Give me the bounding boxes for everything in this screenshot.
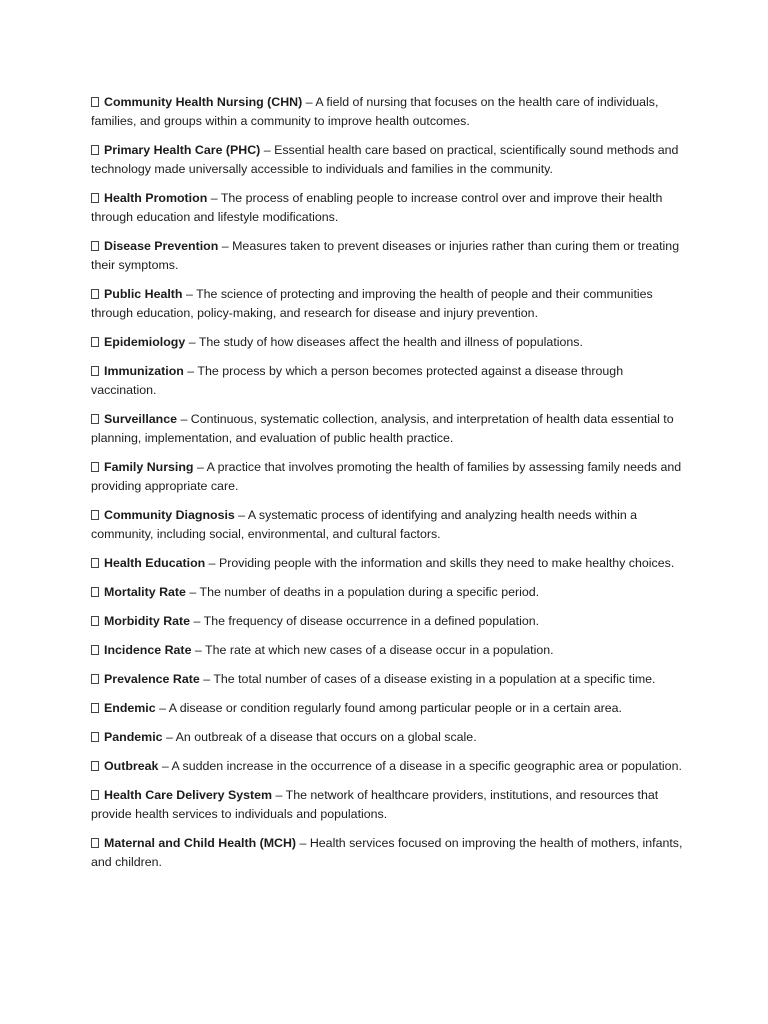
glossary-definition: A disease or condition regularly found among particular people or in a certain area. xyxy=(168,701,622,715)
glossary-definition: The frequency of disease occurrence in a defined population. xyxy=(203,614,540,628)
bullet-box-icon xyxy=(91,193,99,203)
glossary-definition: Measures taken to prevent diseases or injuries rather than curing them or treating their symptoms. xyxy=(91,239,680,272)
glossary-term: Primary Health Care (PHC) xyxy=(104,143,261,157)
glossary-term: Disease Prevention xyxy=(104,239,219,253)
glossary-definition: The science of protecting and improving the health of people and their communities through education, policy-making, and research for disease and injury prevention. xyxy=(91,287,653,320)
bullet-box-icon xyxy=(91,366,99,376)
glossary-term: Outbreak xyxy=(104,759,159,773)
bullet-box-icon xyxy=(91,414,99,424)
glossary-entry: Community Health Nursing (CHN) – A field of nursing that focuses on the health care of individuals, families, and groups within a community to improve health outcomes. xyxy=(91,95,659,128)
glossary-entry: Outbreak – A sudden increase in the occurrence of a disease in a specific geographic area or population. xyxy=(91,757,683,776)
glossary-term: Surveillance xyxy=(104,412,178,426)
glossary-term: Endemic xyxy=(104,701,156,715)
glossary-entry: Morbidity Rate – The frequency of disease occurrence in a defined population. xyxy=(91,612,683,631)
glossary-definition: Providing people with the information and skills they need to make healthy choices. xyxy=(218,556,675,570)
glossary-term: Morbidity Rate xyxy=(104,614,191,628)
bullet-box-icon xyxy=(91,510,99,520)
glossary-term: Public Health xyxy=(104,287,183,301)
bullet-box-icon xyxy=(91,587,99,597)
bullet-box-icon xyxy=(91,732,99,742)
glossary-entry: Immunization – The process by which a person becomes protected against a disease through vaccination. xyxy=(91,364,624,397)
glossary-definition: The process by which a person becomes protected against a disease through vaccination. xyxy=(91,364,624,397)
bullet-box-icon xyxy=(91,838,99,848)
glossary-definition: A field of nursing that focuses on the health care of individuals, families, and groups within a community to improve health outcomes. xyxy=(91,95,659,128)
glossary-term: Health Care Delivery System xyxy=(104,788,273,802)
glossary-entry: Health Promotion – The process of enabling people to increase control over and improve their health through education and lifestyle modifications. xyxy=(91,191,663,224)
glossary-term: Epidemiology xyxy=(104,335,186,349)
bullet-box-icon xyxy=(91,241,99,251)
glossary-term: Community Diagnosis xyxy=(104,508,235,522)
glossary-definition: The network of healthcare providers, institutions, and resources that provide health services to individuals and populations. xyxy=(91,788,659,821)
bullet-box-icon xyxy=(91,462,99,472)
glossary-entry: Epidemiology – The study of how diseases affect the health and illness of populations. xyxy=(91,333,683,352)
glossary-definition: The rate at which new cases of a disease occur in a population. xyxy=(205,643,554,657)
glossary-entry: Mortality Rate – The number of deaths in a population during a specific period. xyxy=(91,583,683,602)
glossary-definition: Continuous, systematic collection, analysis, and interpretation of health data essential to planning, implementation, and evaluation of public health practice. xyxy=(91,412,674,445)
glossary-entry: Community Diagnosis – A systematic process of identifying and analyzing health needs within a community, including social, environmental, and cultural factors. xyxy=(91,508,638,541)
glossary-entry: Primary Health Care (PHC) – Essential health care based on practical, scientifically sound methods and technology made universally accessible to individuals and families in the community. xyxy=(91,143,679,176)
bullet-box-icon xyxy=(91,645,99,655)
glossary-definition: A sudden increase in the occurrence of a disease in a specific geographic area or population. xyxy=(171,759,682,773)
glossary-definition: The process of enabling people to increase control over and improve their health through education and lifestyle modifications. xyxy=(91,191,663,224)
glossary-term: Community Health Nursing (CHN) xyxy=(104,95,303,109)
glossary-entry: Disease Prevention – Measures taken to prevent diseases or injuries rather than curing them or treating their symptoms. xyxy=(91,239,680,272)
glossary-entry: Prevalence Rate – The total number of cases of a disease existing in a population at a specific time. xyxy=(91,670,683,689)
bullet-box-icon xyxy=(91,790,99,800)
bullet-box-icon xyxy=(91,289,99,299)
glossary-definition: The study of how diseases affect the health and illness of populations. xyxy=(198,335,583,349)
bullet-box-icon xyxy=(91,761,99,771)
glossary-entry: Health Care Delivery System – The network of healthcare providers, institutions, and resources that provide health services to individuals and populations. xyxy=(91,788,659,821)
glossary-entry: Health Education – Providing people with the information and skills they need to make healthy choices. xyxy=(91,554,683,573)
glossary-entry: Pandemic – An outbreak of a disease that occurs on a global scale. xyxy=(91,728,683,747)
glossary-term: Maternal and Child Health (MCH) xyxy=(104,836,297,850)
glossary-entry: Endemic – A disease or condition regularly found among particular people or in a certain area. xyxy=(91,699,683,718)
glossary-term: Immunization xyxy=(104,364,184,378)
bullet-box-icon xyxy=(91,616,99,626)
bullet-box-icon xyxy=(91,703,99,713)
glossary-term: Health Education xyxy=(104,556,206,570)
glossary-term: Incidence Rate xyxy=(104,643,192,657)
glossary-term: Health Promotion xyxy=(104,191,208,205)
bullet-box-icon xyxy=(91,337,99,347)
bullet-box-icon xyxy=(91,558,99,568)
glossary-entry: Maternal and Child Health (MCH) – Health services focused on improving the health of mothers, infants, and children. xyxy=(91,836,683,869)
glossary-list xyxy=(91,93,683,882)
bullet-box-icon xyxy=(91,97,99,107)
glossary-entry: Surveillance – Continuous, systematic collection, analysis, and interpretation of health data essential to planning, implementation, and evaluation of public health practice. xyxy=(91,412,674,445)
glossary-entry: Incidence Rate – The rate at which new cases of a disease occur in a population. xyxy=(91,641,683,660)
glossary-term: Pandemic xyxy=(104,730,163,744)
glossary-entry: Family Nursing – A practice that involves promoting the health of families by assessing family needs and providing appropriate care. xyxy=(91,460,682,493)
glossary-term: Prevalence Rate xyxy=(104,672,200,686)
glossary-definition: A practice that involves promoting the health of families by assessing family needs and providing appropriate care. xyxy=(91,460,682,493)
glossary-definition: The total number of cases of a disease existing in a population at a specific time. xyxy=(213,672,656,686)
glossary-term: Mortality Rate xyxy=(104,585,186,599)
glossary-definition: Health services focused on improving the health of mothers, infants, and children. xyxy=(91,836,683,869)
glossary-definition: Essential health care based on practical, scientifically sound methods and technology made universally accessible to individuals and families in the community. xyxy=(91,143,679,176)
glossary-entry: Public Health – The science of protecting and improving the health of people and their communities through education, policy-making, and research for disease and injury prevention. xyxy=(91,287,653,320)
glossary-definition: An outbreak of a disease that occurs on a global scale. xyxy=(175,730,477,744)
bullet-box-icon xyxy=(91,674,99,684)
glossary-term: Family Nursing xyxy=(104,460,194,474)
bullet-box-icon xyxy=(91,145,99,155)
glossary-definition: The number of deaths in a population during a specific period. xyxy=(199,585,540,599)
glossary-definition: A systematic process of identifying and analyzing health needs within a community, including social, environmental, and cultural factors. xyxy=(91,508,638,541)
